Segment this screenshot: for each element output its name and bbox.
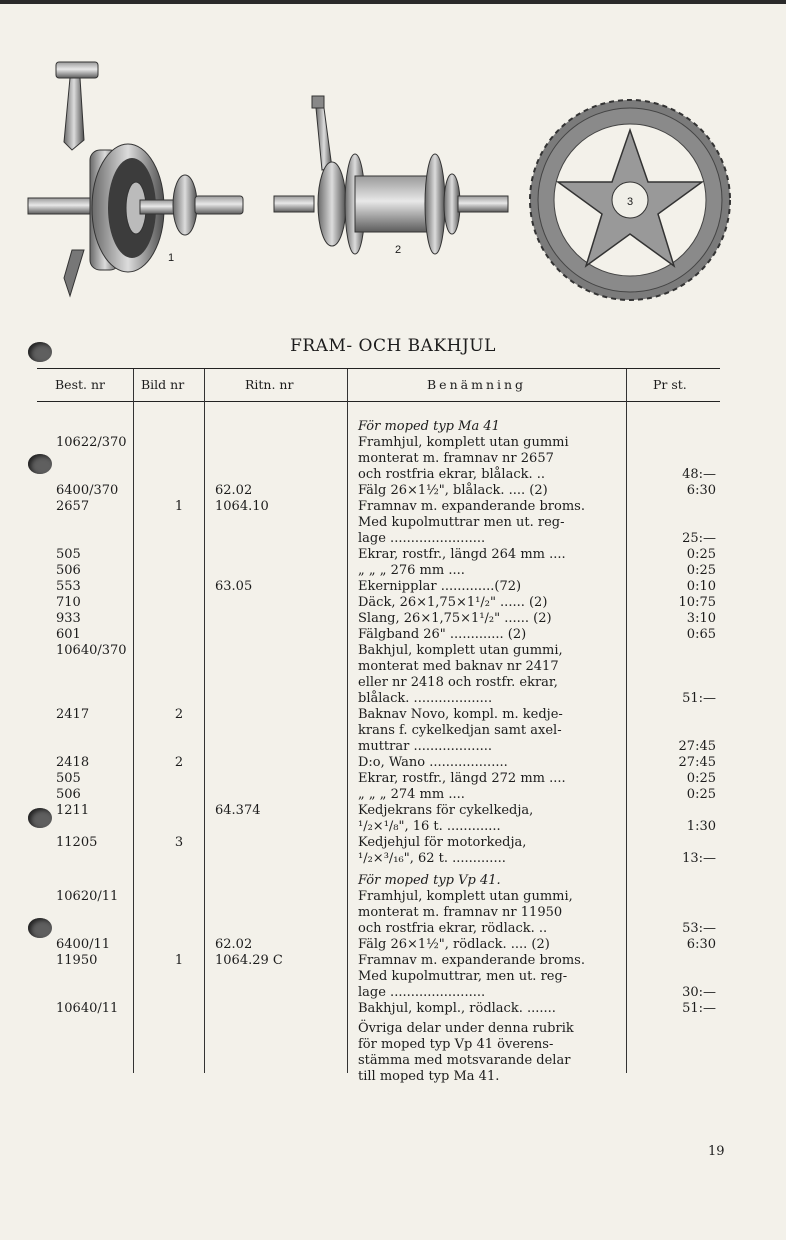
cell-best: 10620/11 [56, 889, 119, 904]
table-row [37, 563, 720, 579]
cell-best: 710 [56, 595, 81, 610]
cell-pris: 0:25 [686, 771, 716, 786]
cell-ben: monterat m. framnav nr 2657 [358, 451, 554, 466]
cell-pris: 0:25 [686, 787, 716, 802]
table-row [37, 515, 720, 531]
table-row [37, 819, 720, 835]
cell-best: 2657 [56, 499, 90, 514]
cell-pris: 0:10 [686, 579, 716, 594]
table-row [37, 435, 720, 451]
cell-ben: Med kupolmuttrar, men ut. reg- [358, 969, 568, 984]
cell-best: 10640/370 [56, 643, 127, 658]
table-row [37, 611, 720, 627]
cell-ben: Framhjul, komplett utan gummi [358, 435, 569, 450]
table-row [37, 467, 720, 483]
cell-ritn: 62.02 [215, 483, 253, 498]
cell-pris: 1:30 [686, 819, 716, 834]
cell-ben: Framnav m. expanderande broms. [358, 499, 585, 514]
table-row [37, 675, 720, 691]
table-row [37, 547, 720, 563]
cell-ben: stämma med motsvarande delar [358, 1053, 571, 1068]
table-row [37, 1037, 720, 1053]
cell-ben: Baknav Novo, kompl. m. kedje- [358, 707, 563, 722]
cell-pris: 0:25 [686, 563, 716, 578]
cell-best: 10640/11 [56, 1001, 119, 1016]
cell-ben: Slang, 26×1,75×1¹/₂" ...... (2) [358, 611, 552, 626]
table-row [37, 1069, 720, 1085]
cell-best: 11950 [56, 953, 98, 968]
cell-best: 505 [56, 771, 81, 786]
table-row [37, 803, 720, 819]
table-row [37, 579, 720, 595]
table-row [37, 723, 720, 739]
table-row [37, 1001, 720, 1017]
cell-pris: 27:45 [678, 739, 716, 754]
table-row [37, 643, 720, 659]
table-row [37, 1053, 720, 1069]
header-best-nr: Best. nr [55, 377, 105, 392]
cell-ben: ¹/₂×³/₁₆", 62 t. ............. [358, 851, 506, 866]
table-row [37, 835, 720, 851]
cell-ben: Fälg 26×1½", rödlack. .... (2) [358, 937, 550, 952]
cell-pris: 10:75 [678, 595, 716, 610]
cell-best: 505 [56, 547, 81, 562]
cell-ben: ¹/₂×¹/₈", 16 t. ............. [358, 819, 501, 834]
table-row [37, 531, 720, 547]
parts-illustration [20, 50, 760, 330]
top-border [0, 0, 786, 4]
table-row [37, 937, 720, 953]
cell-bild: 1 [174, 499, 184, 514]
cell-best: 2418 [56, 755, 90, 770]
table-row [37, 905, 720, 921]
cell-ben: till moped typ Ma 41. [358, 1069, 500, 1084]
cell-best: 506 [56, 563, 81, 578]
cell-ben: Framnav m. expanderande broms. [358, 953, 585, 968]
cell-ben: Ekernipplar .............(72) [358, 579, 522, 594]
cell-bild: 2 [174, 707, 184, 722]
cell-ben: D:o, Wano ................... [358, 755, 508, 770]
cell-ben: för moped typ Vp 41 överens- [358, 1037, 554, 1052]
cell-bild: 3 [174, 835, 184, 850]
cell-pris: 0:65 [686, 627, 716, 642]
cell-bild: 1 [174, 953, 184, 968]
table-row [37, 953, 720, 969]
cell-pris: 0:25 [686, 547, 716, 562]
table-row [37, 873, 720, 889]
header-pris: Pr st. [653, 377, 687, 392]
cell-pris: 3:10 [686, 611, 716, 626]
table-row [37, 419, 720, 435]
cell-ben: Fälg 26×1½", blålack. .... (2) [358, 483, 548, 498]
table-row [37, 659, 720, 675]
figure-label-2: 2 [395, 244, 402, 256]
table-row [37, 771, 720, 787]
cell-best: 1211 [56, 803, 90, 818]
parts-table [37, 368, 720, 1084]
cell-ben: och rostfria ekrar, rödlack. .. [358, 921, 548, 936]
table-row [37, 499, 720, 515]
cell-ben: muttrar ................... [358, 739, 492, 754]
cell-pris: 53:— [682, 921, 716, 936]
cell-best: 6400/11 [56, 937, 111, 952]
table-row [37, 627, 720, 643]
figure-label-1: 1 [168, 252, 175, 264]
cell-ben: blålack. ................... [358, 691, 493, 706]
cell-ben: Övriga delar under denna rubrik [358, 1021, 574, 1036]
section-title: FRAM- OCH BAKHJUL [290, 336, 496, 356]
cell-ben: Kedjekrans för cykelkedja, [358, 803, 534, 818]
cell-ben: „ „ „ 274 mm .... [358, 787, 465, 802]
cell-ritn: 64.374 [215, 803, 261, 818]
table-row [37, 969, 720, 985]
table-row [37, 787, 720, 803]
cell-best: 553 [56, 579, 81, 594]
table-row [37, 739, 720, 755]
cell-ben: Bakhjul, kompl., rödlack. ....... [358, 1001, 556, 1016]
cell-ben: För moped typ Vp 41. [358, 873, 501, 888]
cell-ben: krans f. cykelkedjan samt axel- [358, 723, 562, 738]
table-row [37, 889, 720, 905]
cell-pris: 51:— [682, 691, 716, 706]
cell-ben: Framhjul, komplett utan gummi, [358, 889, 573, 904]
table-row [37, 851, 720, 867]
cell-best: 6400/370 [56, 483, 119, 498]
header-bild-nr: Bild nr [141, 377, 185, 392]
table-row [37, 1021, 720, 1037]
cell-pris: 25:— [682, 531, 716, 546]
cell-ben: lage ....................... [358, 531, 486, 546]
cell-ben: Däck, 26×1,75×1¹/₂" ...... (2) [358, 595, 548, 610]
cell-best: 10622/370 [56, 435, 127, 450]
figure-label-3: 3 [627, 196, 634, 208]
header-benamning: Benämning [427, 377, 527, 392]
rear-hub-figure [274, 96, 508, 254]
cell-ben: Bakhjul, komplett utan gummi, [358, 643, 563, 658]
cell-ben: Med kupolmuttrar men ut. reg- [358, 515, 565, 530]
cell-ben: Ekrar, rostfr., längd 272 mm .... [358, 771, 566, 786]
cell-ben: monterat m. framnav nr 11950 [358, 905, 563, 920]
cell-best: 506 [56, 787, 81, 802]
cell-ritn: 63.05 [215, 579, 253, 594]
cell-ben: Kedjehjul för motorkedja, [358, 835, 527, 850]
cell-bild: 2 [174, 755, 184, 770]
cell-best: 933 [56, 611, 81, 626]
cell-pris: 30:— [682, 985, 716, 1000]
table-header [37, 369, 720, 402]
table-row [37, 707, 720, 723]
table-row [37, 595, 720, 611]
cell-best: 2417 [56, 707, 90, 722]
cell-ben: lage ....................... [358, 985, 486, 1000]
cell-pris: 48:— [682, 467, 716, 482]
front-hub-figure [28, 62, 243, 296]
cell-ritn: 62.02 [215, 937, 253, 952]
cell-ben: monterat med baknav nr 2417 [358, 659, 559, 674]
cell-best: 601 [56, 627, 81, 642]
table-row [37, 985, 720, 1001]
cell-ritn: 1064.29 C [215, 953, 283, 968]
cell-ben: „ „ „ 276 mm .... [358, 563, 465, 578]
cell-ben: eller nr 2418 och rostfr. ekrar, [358, 675, 558, 690]
cell-ben: Fälgband 26" ............. (2) [358, 627, 527, 642]
page-number: 19 [708, 1144, 725, 1159]
cell-best: 11205 [56, 835, 98, 850]
table-row [37, 755, 720, 771]
table-row [37, 691, 720, 707]
cell-pris: 51:— [682, 1001, 716, 1016]
table-row [37, 483, 720, 499]
table-row [37, 921, 720, 937]
cell-ben: För moped typ Ma 41 [358, 419, 500, 434]
cell-pris: 6:30 [686, 483, 716, 498]
cell-pris: 27:45 [678, 755, 716, 770]
header-ritn-nr: Ritn. nr [245, 377, 294, 392]
cell-ben: och rostfria ekrar, blålack. .. [358, 467, 546, 482]
cell-pris: 6:30 [686, 937, 716, 952]
table-row [37, 451, 720, 467]
cell-ritn: 1064.10 [215, 499, 269, 514]
cell-ben: Ekrar, rostfr., längd 264 mm .... [358, 547, 566, 562]
cell-pris: 13:— [682, 851, 716, 866]
